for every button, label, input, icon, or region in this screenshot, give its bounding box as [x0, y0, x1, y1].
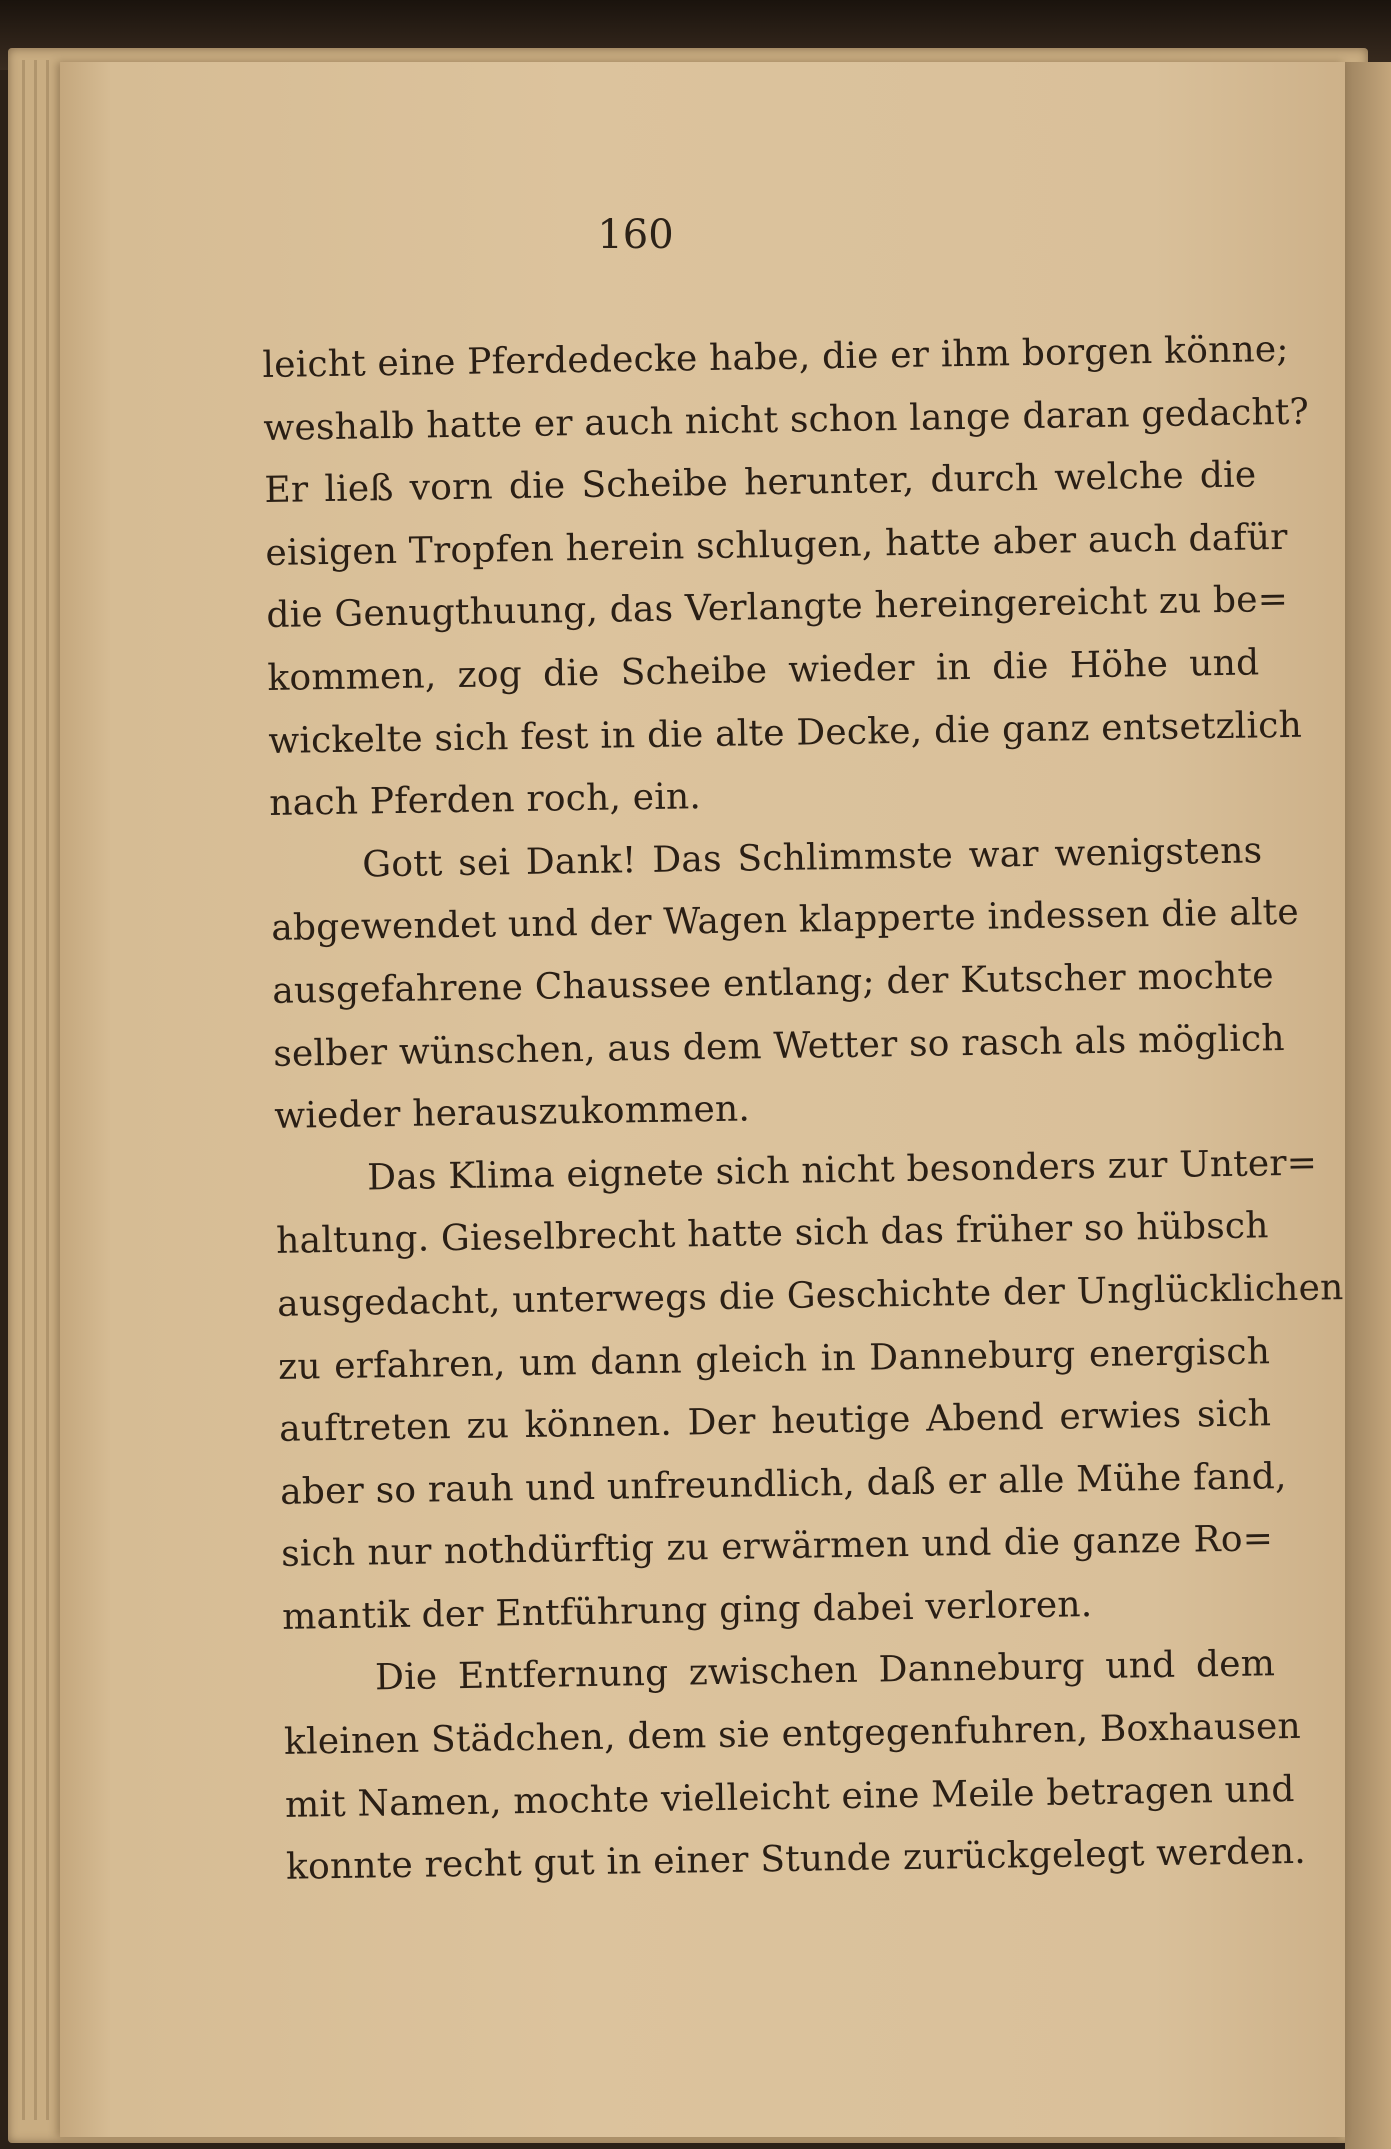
text-line: ausgefahrene Chaussee entlang; der Kutscher mochte	[271, 955, 1274, 1012]
text-line: auftreten zu können. Der heutige Abend erwies sich	[278, 1393, 1272, 1450]
text-line: konnte recht gut in einer Stunde zurückgelegt werden.	[285, 1831, 1307, 1889]
text-line: sich nur nothdürftig zu erwärmen und die ganze Ro=	[280, 1518, 1274, 1576]
text-line: selber wünschen, aus dem Wetter so rasch als möglich	[272, 1017, 1285, 1075]
text-line: zu erfahren, um dann gleich in Danneburg energisch	[277, 1330, 1271, 1388]
text-line: leicht eine Pferdedecke habe, die er ihm borgen könne;	[262, 328, 1289, 386]
text-line: ausgedacht, unterwegs die Geschichte der Unglücklichen	[276, 1267, 1344, 1325]
facing-page-edge	[1345, 62, 1391, 2149]
text-line: Er ließ vorn die Scheibe herunter, durch welche die	[264, 454, 1257, 512]
text-line: mit Namen, mochte vielleicht eine Meile betragen und	[284, 1768, 1295, 1826]
text-line: abgewendet und der Wagen klapperte indessen die alte	[271, 892, 1300, 950]
text-line: wickelte sich fest in die alte Decke, die ganz entsetzlich	[268, 704, 1303, 762]
text-line: aber so rauh und unfreundlich, daß er alle Mühe fand,	[279, 1455, 1287, 1513]
page-edge	[34, 60, 37, 2120]
text-line: kleinen Städchen, dem sie entgegenfuhren, Boxhausen	[283, 1705, 1302, 1763]
text-line: Gott sei Dank! Das Schlimmste war wenigstens	[362, 830, 1263, 886]
text-line: kommen, zog die Scheibe wieder in die Höhe und	[267, 642, 1260, 699]
text-line: wieder herauszukommen.	[273, 1088, 751, 1138]
text-line: eisigen Tropfen herein schlugen, hatte aber auch dafür	[265, 516, 1288, 574]
text-line: nach Pferden roch, ein.	[269, 776, 702, 825]
text-line: Das Klima eignete sich nicht besonders zur Unter=	[366, 1142, 1318, 1199]
text-line: haltung. Gieselbrecht hatte sich das früher so hübsch	[275, 1205, 1269, 1263]
text-line: Die Entfernung zwischen Danneburg und dem	[374, 1643, 1276, 1699]
body-text	[262, 319, 1344, 1899]
page-edge	[22, 60, 25, 2120]
text-line: weshalb hatte er auch nicht schon lange daran gedacht?	[263, 391, 1310, 449]
page-edge	[46, 60, 49, 2120]
text-line: mantik der Entführung ging dabei verloren.	[281, 1583, 1093, 1638]
text-line: die Genugthuung, das Verlangte hereingereicht zu be=	[266, 579, 1289, 637]
page-number: 160	[597, 212, 674, 258]
